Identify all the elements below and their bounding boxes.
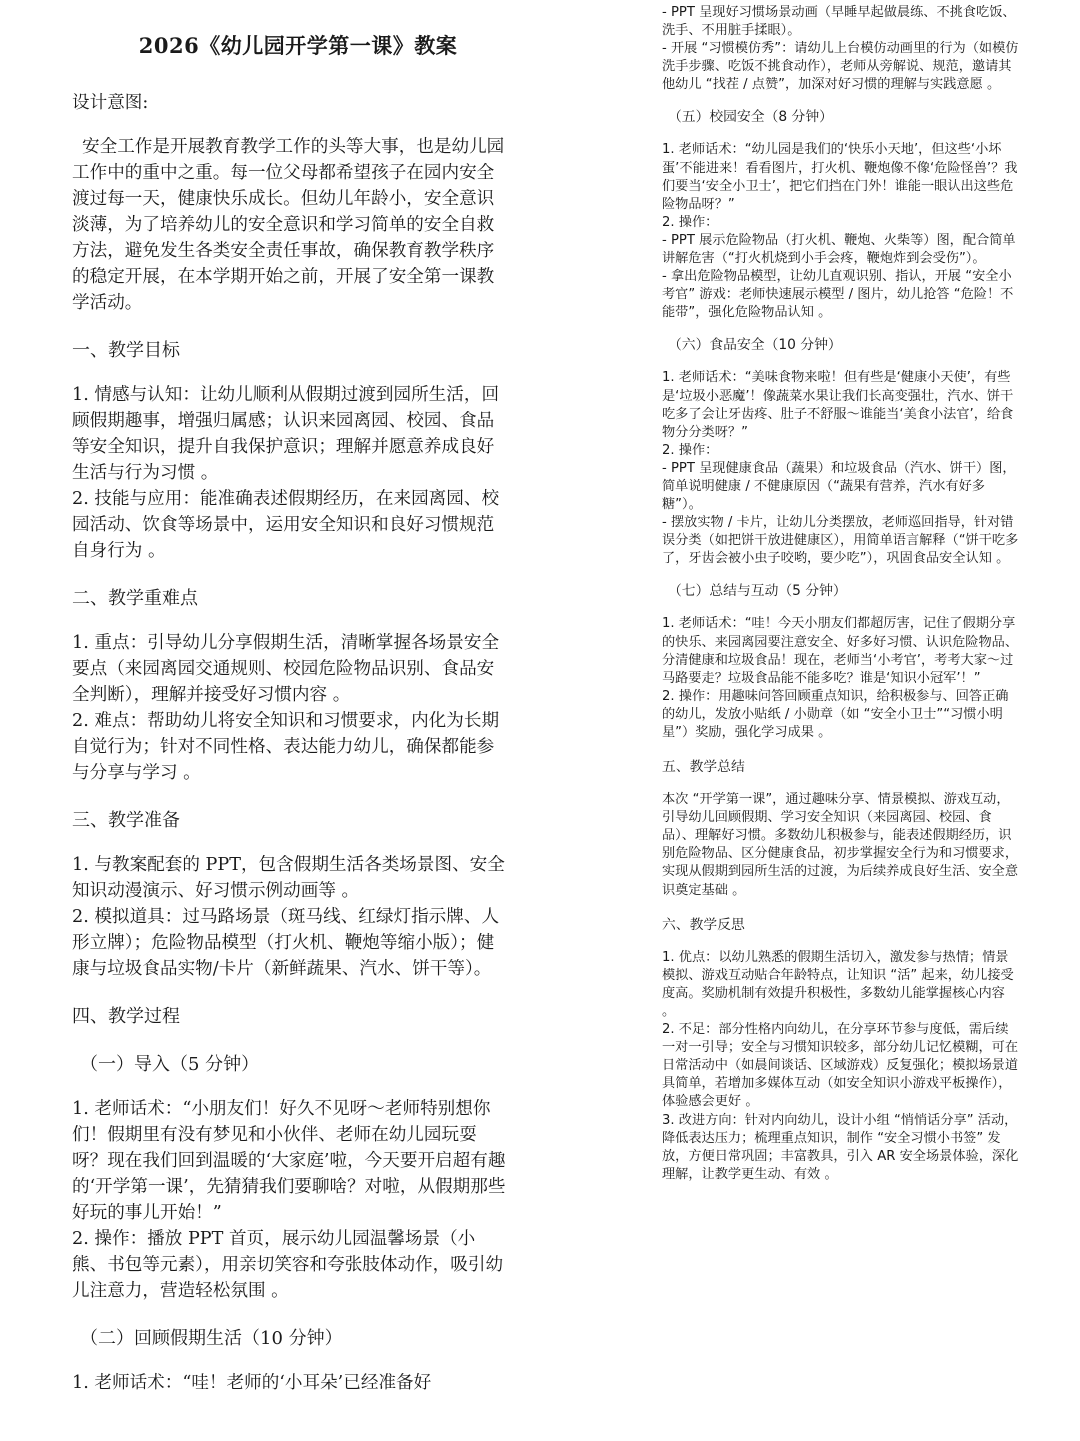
teaching-summary-text: 本次 “开学第一课”，通过趣味分享、情景模拟、游戏互动，引导幼儿回顾假期、学习安全知识（来园离园、校园、食品）、理解好习惯。多数幼儿积极参与，能表述假期经历，识别危险物品、区分健康食品，初步掌握安全行为和习惯要求，实现从假期到园所生活的过渡，为后续养成良好生活、安全意识奠定基础 。 <box>662 792 1019 898</box>
preparation-text: 1. 与教案配套的 PPT，包含假期生活各类场景图、安全知识动漫演示、好习惯示例动画等 。 2. 模拟道具：过马路场景（斑马线、红绿灯指示牌、人形立牌）；危险物品模型（打火机、鞭炮等缩小版）；健康与垃圾食品实物/卡片（新鲜蔬果、汽水、饼干等）。 <box>72 855 505 979</box>
design-intent-text: 安全工作是开展教育教学工作的头等大事，也是幼儿园工作中的重中之重。每一位父母都希望孩子在园内安全渡过每一天，健康快乐成长。但幼儿年龄小，安全意识淡薄，为了培养幼儿的安全意识和学习简单的安全自救方法，避免发生各类安全责任事故，确保教育教学秩序的稳定开展，在本学期开始之前，开展了安全第一课教学活动。 <box>72 137 505 313</box>
objectives-text: 1. 情感与认知：让幼儿顺利从假期过渡到园所生活，回顾假期趣事，增强归属感；认识来园离园、校园、食品等安全知识，提升自我保护意识；理解并愿意养成良好生活与行为习惯 。 2. 技能与应用：能准确表述假期经历，在来园离园、校园活动、饮食等场景中，运用安全知识和良好习惯规范自身行为 。 <box>72 385 500 561</box>
section-heading-teaching-reflection: 六、教学反思 <box>662 916 745 933</box>
subsection-heading-campus-safety: （五）校园安全（8 分钟） <box>668 109 833 126</box>
section-heading-objectives: 一、教学目标 <box>72 340 180 361</box>
subsection-heading-summary-interaction: （七）总结与互动（5 分钟） <box>668 583 847 600</box>
section-heading-preparation: 三、教学准备 <box>72 810 180 831</box>
campus-safety-text: 1. 老师话术：“幼儿园是我们的‘快乐小天地’，但这些‘小坏蛋’不能进来！看看图片，打火机、鞭炮像不像‘危险怪兽’？我们要当‘安全小卫士’，把它们挡在门外！谁能一眼认出这些危险物品呀？” 2. 操作： - PPT 展示危险物品（打火机、鞭炮、火柴等）图，配合简单讲解危害（“打火机烧到小手会疼，鞭炮炸到会受伤”）。 - 拿出危险物品模型，让幼儿直观识别、指认，开展 “安全小考官” 游戏：老师快速展示模型 / 图片，幼儿抢答 “危险！不能带”，强化危险物品认知 。 <box>662 142 1018 321</box>
right-column <box>540 0 1080 1184</box>
design-intent-label: 设计意图: <box>72 93 149 113</box>
subsection-heading-intro: （一）导入（5 分钟） <box>80 1054 260 1075</box>
section-heading-process: 四、教学过程 <box>72 1006 180 1027</box>
intro-text: 1. 老师话术：“小朋友们！好久不见呀～老师特别想你们！假期里有没有梦见和小伙伴、老师在幼儿园玩耍呀？现在我们回到温暖的‘大家庭’啦，今天要开启超有趣的‘开学第一课’，先猜猜我们要聊啥？对啦，从假期那些好玩的事儿开始！” 2. 操作：播放 PPT 首页，展示幼儿园温馨场景（小熊、书包等元素），用亲切笑容和夸张肢体动作，吸引幼儿注意力，营造轻松氛围 。 <box>72 1099 506 1301</box>
habit-operations-text: - PPT 呈现好习惯场景动画（早睡早起做晨练、不挑食吃饭、洗手、不用脏手揉眼）。 - 开展 “习惯模仿秀”：请幼儿上台模仿动画里的行为（如模仿洗手步骤、吃饭不挑食动作），老师从旁解说、规范，邀请其他幼儿 “找茬 / 点赞”，加深对好习惯的理解与实践意愿 。 <box>662 5 1019 93</box>
subsection-heading-holiday-review: （二）回顾假期生活（10 分钟） <box>80 1328 343 1349</box>
food-safety-text: 1. 老师话术：“美味食物来啦！但有些是‘健康小天使’，有些是‘垃圾小恶魔’！像蔬菜水果让我们长高变强壮，汽水、饼干吃多了会让牙齿疼、肚子不舒服～谁能当‘美食小法官’，给食物分分类呀？” 2. 操作： - PPT 呈现健康食品（蔬果）和垃圾食品（汽水、饼干）图，简单说明健康 / 不健康原因（“蔬果有营养，汽水有好多糖”）。 - 摆放实物 / 卡片，让幼儿分类摆放，老师巡回指导，针对错误分类（如把饼干放进健康区），用简单语言解释（“饼干吃多了，牙齿会被小虫子咬哟，要少吃”），巩固食品安全认知 。 <box>662 370 1019 567</box>
key-points-text: 1. 重点：引导幼儿分享假期生活，清晰掌握各场景安全要点（来园离园交通规则、校园危险物品识别、食品安全判断），理解并接受好习惯内容 。 2. 难点：帮助幼儿将安全知识和习惯要求，内化为长期自觉行为；针对不同性格、表达能力幼儿，确保都能参与分享与学习 。 <box>72 633 500 783</box>
holiday-review-text: 1. 老师话术：“哇！老师的‘小耳朵’已经准备好 <box>72 1373 432 1393</box>
teaching-reflection-text: 1. 优点：以幼儿熟悉的假期生活切入，激发参与热情；情景模拟、游戏互动贴合年龄特点，让知识 “活” 起来，幼儿接受度高。奖励机制有效提升积极性，多数幼儿能掌握核心内容 。 2. 不足：部分性格内向幼儿，在分享环节参与度低，需后续一对一引导；安全与习惯知识较多，部分幼儿记忆模糊，可在日常活动中（如晨间谈话、区域游戏）反复强化；模拟场景道具简单，若增加多媒体互动（如安全知识小游戏平板操作），体验感会更好 。 3. 改进方向：针对内向幼儿，设计小组 “悄悄话分享” 活动，降低表达压力；梳理重点知识，制作 “安全习惯小书签” 发放，方便日常巩固；丰富教具，引入 AR 安全场景体验，深化理解，让教学更生动、有效 。 <box>662 949 1019 1182</box>
subsection-heading-food-safety: （六）食品安全（10 分钟） <box>668 337 842 354</box>
left-column <box>0 0 540 1396</box>
section-heading-key-points: 二、教学重难点 <box>72 588 198 609</box>
summary-interaction-text: 1. 老师话术：“哇！今天小朋友们都超厉害，记住了假期分享的快乐、来园离园要注意安全、好多好习惯、认识危险物品、分清健康和垃圾食品！现在，老师当‘小考官’，考考大家～过马路要走？垃圾食品能不能多吃？谁是‘知识小冠军’！” 2. 操作：用趣味问答回顾重点知识，给积极参与、回答正确的幼儿，发放小贴纸 / 小勋章（如 “安全小卫士”“习惯小明星”）奖励，强化学习成果 。 <box>662 616 1019 740</box>
section-heading-teaching-summary: 五、教学总结 <box>662 759 745 776</box>
document-title: 2026《幼儿园开学第一课》教案 <box>138 33 458 58</box>
